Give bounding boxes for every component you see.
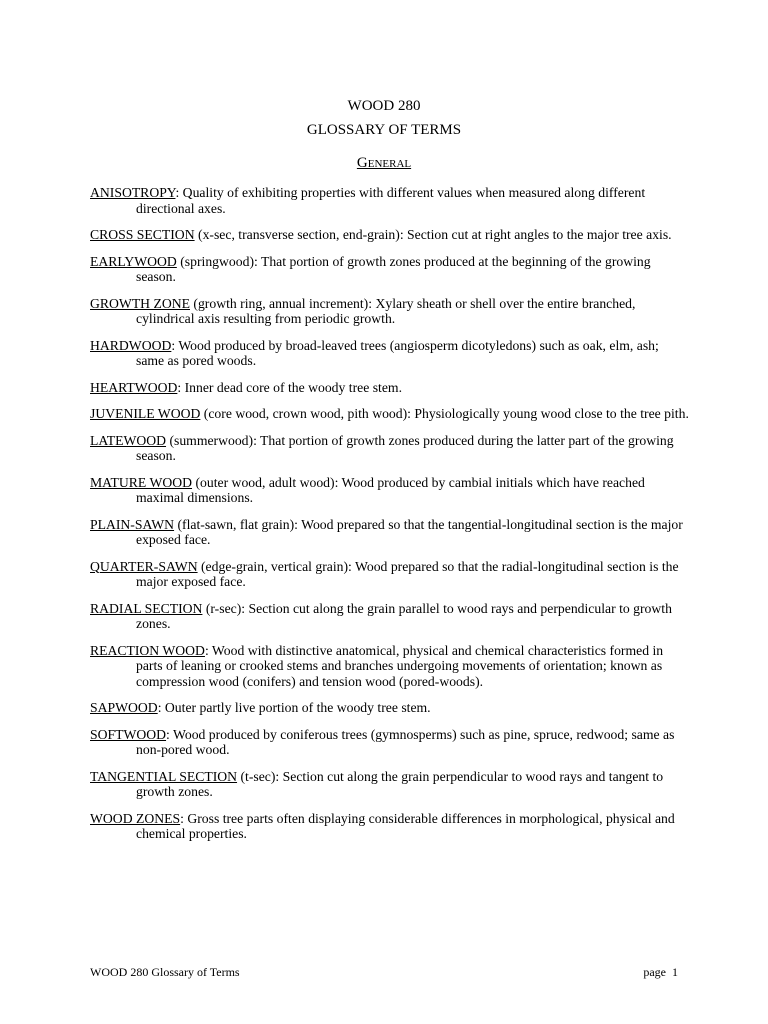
glossary-entry: [90, 475, 690, 506]
glossary-definition: : Gross tree parts often displaying considerable differences in morphological, physical and chemical properties.: [136, 810, 675, 841]
glossary-definition: : Wood produced by broad-leaved trees (angiosperm dicotyledons) such as oak, elm, ash; same as pored woods.: [136, 337, 659, 368]
glossary-definition: : Wood produced by coniferous trees (gymnosperms) such as pine, spruce, redwood; same as non-pored wood.: [136, 726, 675, 757]
glossary-term: PLAIN-SAWN: [90, 516, 175, 532]
glossary-entry: [90, 517, 690, 548]
glossary-term: EARLYWOOD: [90, 253, 177, 269]
glossary-term: SAPWOOD: [90, 700, 158, 715]
glossary-term: MATURE WOOD: [90, 474, 193, 490]
glossary-title: GLOSSARY OF TERMS: [306, 122, 462, 138]
glossary-entry: [90, 406, 690, 422]
glossary-term: WOOD ZONES: [90, 810, 181, 826]
glossary-entry: [90, 338, 690, 369]
glossary-definition: : Quality of exhibiting properties with different values when measured along different directional axes.: [136, 185, 646, 216]
glossary-term: TANGENTIAL SECTION: [90, 768, 238, 784]
glossary-definition: : Inner dead core of the woody tree stem.: [177, 379, 402, 395]
footer-page-number: page 1: [643, 965, 678, 979]
glossary-term: SOFTWOOD: [90, 726, 167, 742]
glossary-term: CROSS SECTION: [90, 227, 195, 242]
glossary-definition: (growth ring, annual increment): Xylary sheath or shell over the entire branched, cylindrical axis resulting from periodic growth.: [136, 295, 636, 326]
glossary-term: HARDWOOD: [90, 337, 172, 353]
glossary-definition: (r-sec): Section cut along the grain parallel to wood rays and perpendicular to growth zones.: [136, 600, 672, 631]
glossary-definition: (t-sec): Section cut along the grain perpendicular to wood rays and tangent to growth zones.: [136, 768, 664, 799]
glossary-term: JUVENILE WOOD: [90, 406, 201, 421]
glossary-definition: (edge-grain, vertical grain): Wood prepared so that the radial-longitudinal section is the major exposed face.: [136, 558, 679, 589]
glossary-entries: [90, 185, 690, 853]
glossary-entry: [90, 559, 690, 590]
glossary-definition: (summerwood): That portion of growth zones produced during the latter part of the growing season.: [136, 432, 674, 463]
glossary-entry: [90, 601, 690, 632]
glossary-entry: [90, 727, 690, 758]
glossary-term: QUARTER-SAWN: [90, 558, 198, 574]
footer-document-title: WOOD 280 Glossary of Terms: [90, 965, 240, 979]
glossary-term: GROWTH ZONE: [90, 295, 190, 311]
glossary-definition: : Outer partly live portion of the woody tree stem.: [157, 700, 431, 715]
glossary-entry: [90, 296, 690, 327]
glossary-entry: [90, 227, 690, 243]
glossary-definition: (outer wood, adult wood): Wood produced by cambial initials which have reached maximal dimensions.: [136, 474, 645, 505]
glossary-term: RADIAL SECTION: [90, 600, 203, 616]
glossary-entry: [90, 643, 690, 690]
glossary-entry: [90, 433, 690, 464]
glossary-term: REACTION WOOD: [90, 642, 205, 658]
section-heading-general: General: [356, 155, 412, 171]
glossary-definition: (x-sec, transverse section, end-grain): Section cut at right angles to the major tree axis.: [194, 227, 672, 242]
glossary-term: ANISOTROPY: [90, 185, 176, 200]
glossary-entry: [90, 380, 690, 396]
glossary-entry: [90, 185, 690, 216]
glossary-term: HEARTWOOD: [90, 379, 178, 395]
glossary-definition: (flat-sawn, flat grain): Wood prepared so that the tangential-longitudinal section is the major exposed face.: [136, 516, 683, 547]
glossary-entry: [90, 811, 690, 842]
glossary-definition: : Wood with distinctive anatomical, physical and chemical characteristics formed in parts of leaning or crooked stems and branches undergoing movements of orientation; known as compression wood (conifers) and tension wood (pored-woods).: [136, 642, 664, 689]
glossary-definition: (core wood, crown wood, pith wood): Physiologically young wood close to the tree pith.: [200, 406, 689, 421]
glossary-entry: [90, 254, 690, 285]
glossary-term: LATEWOOD: [90, 432, 167, 448]
glossary-entry: [90, 769, 690, 800]
course-title: WOOD 280: [347, 98, 421, 114]
glossary-entry: [90, 700, 690, 716]
glossary-definition: (springwood): That portion of growth zones produced at the beginning of the growing season.: [136, 253, 651, 284]
